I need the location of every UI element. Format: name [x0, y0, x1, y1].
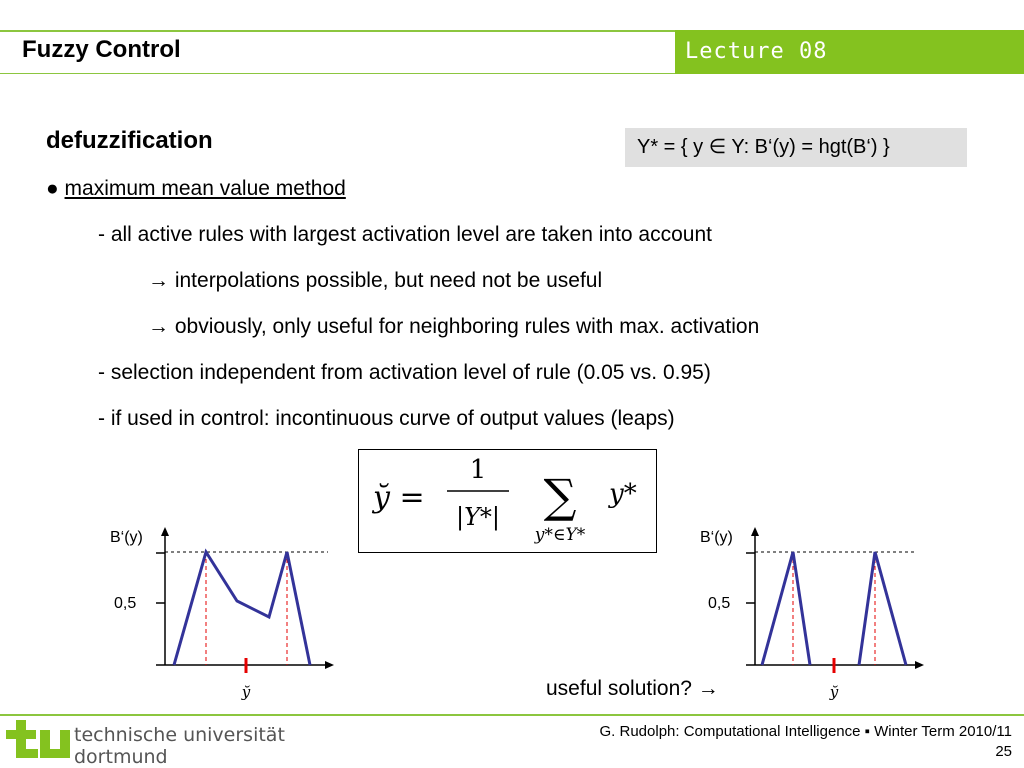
chart-left-ylabel: B‘(y) — [110, 529, 143, 546]
chart-left-y-arrow — [161, 527, 169, 536]
tu-logo-icon — [6, 718, 70, 764]
chart-right-ylabel: B‘(y) — [700, 529, 733, 546]
slide-title: Fuzzy Control — [22, 36, 181, 63]
text-line-2: → interpolations possible, but need not be useful — [148, 269, 603, 292]
bullet-marker: ● — [46, 177, 59, 200]
chart-right-curve-2 — [859, 552, 906, 665]
university-name — [74, 724, 285, 768]
chart-left — [96, 525, 346, 710]
chart-right-tick: 0,5 — [708, 595, 731, 612]
chart-right — [686, 525, 936, 710]
header-bottom-rule — [0, 73, 675, 74]
useful-solution-text: useful solution? → — [546, 677, 719, 700]
equation-denominator: |Y*| — [455, 503, 501, 531]
equation-lhs: y̆ = — [373, 480, 425, 515]
chart-right-plot — [686, 525, 936, 710]
equation-box — [358, 449, 657, 553]
bullet-line — [46, 177, 346, 201]
bullet-text: maximum mean value method — [64, 177, 346, 200]
chart-right-y-arrow — [751, 527, 759, 536]
footer-credit-text: G. Rudolph: Computational Intelligence ▪ Winter Term 2010/11 — [599, 723, 1012, 740]
university-line-1: technische universität — [74, 724, 285, 746]
footer-rule — [0, 714, 1024, 716]
text-line-4: - selection independent from activation level of rule (0.05 vs. 0.95) — [98, 361, 711, 384]
section-heading: defuzzification — [46, 127, 213, 154]
chart-right-curve-1 — [762, 552, 810, 665]
chart-right-xmark: y̆ — [829, 683, 839, 701]
page-number: 25 — [995, 743, 1012, 760]
text-line-3: → obviously, only useful for neighboring rules with max. activation — [148, 315, 760, 338]
equation-term: y* — [609, 479, 637, 509]
definition-box: Y* = { y ∈ Y: B‘(y) = hgt(B‘) } — [625, 128, 967, 167]
chart-left-curve — [174, 552, 310, 665]
chart-left-tick: 0,5 — [114, 595, 137, 612]
chart-right-x-arrow — [915, 661, 924, 669]
lecture-badge: Lecture 08 — [675, 30, 1024, 74]
sum-symbol: ∑ — [543, 469, 577, 523]
text-line-1: - all active rules with largest activation level are taken into account — [98, 223, 712, 246]
text-line-5: - if used in control: incontinuous curve of output values (leaps) — [98, 407, 675, 430]
sum-subscript: y*∈Y* — [534, 525, 586, 545]
university-line-2: dortmund — [74, 746, 168, 768]
footer-credit — [600, 722, 1013, 762]
equation-numerator: 1 — [469, 455, 487, 485]
chart-left-plot — [96, 525, 346, 710]
chart-left-x-arrow — [325, 661, 334, 669]
chart-left-xmark: y̆ — [241, 683, 251, 701]
equation — [359, 450, 656, 552]
